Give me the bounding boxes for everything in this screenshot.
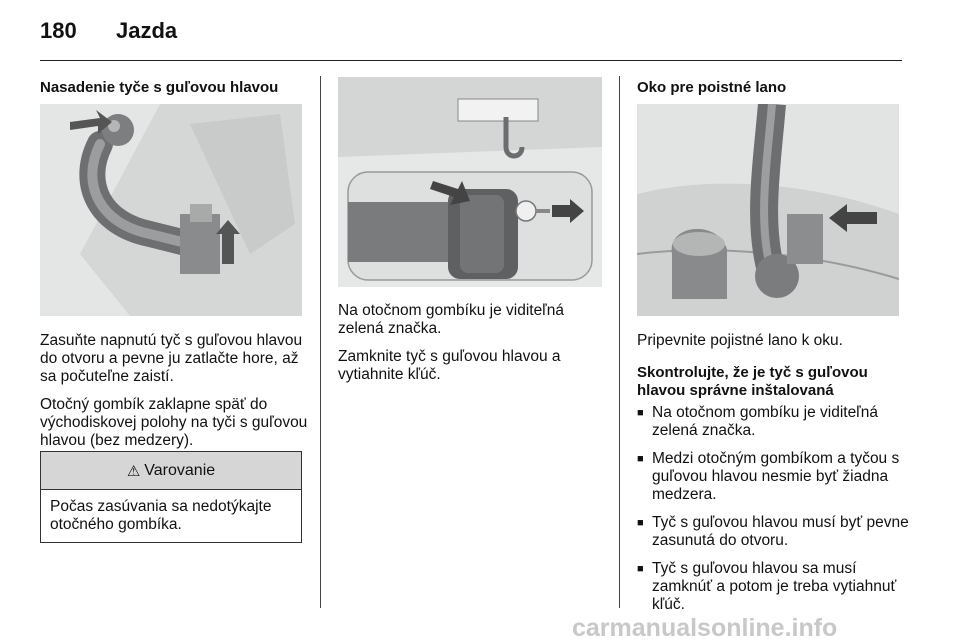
left-heading: Nasadenie tyče s guľovou hlavou bbox=[40, 79, 279, 96]
column-divider-2 bbox=[619, 76, 620, 608]
right-heading: Oko pre poistné lano bbox=[637, 79, 787, 96]
tow-bar-insertion-illustration bbox=[40, 104, 302, 316]
left-text bbox=[40, 332, 308, 460]
right-paragraph-1: Pripevnite pojistné lano k oku. bbox=[637, 332, 843, 349]
list-item: ■ Medzi otočným gombíkom a tyčou s guľovou hlavou nesmie byť žiadna medzera. bbox=[637, 450, 909, 504]
right-heading-block bbox=[637, 79, 902, 97]
warning-triangle-icon: ⚠ bbox=[126, 462, 141, 480]
middle-text bbox=[338, 302, 608, 394]
left-paragraph-1: Zasuňte napnutú tyč s guľovou hlavou do otvoru a pevne ju zatlačte hore, až sa počuteľne zaistí. bbox=[40, 332, 303, 385]
left-paragraph-2: Otočný gombík zaklapne späť do východiskovej polohy na tyči s guľovou hlavou (bez medzery). bbox=[40, 396, 308, 449]
figure-safety-cable-eye bbox=[637, 104, 899, 316]
warning-header bbox=[41, 452, 301, 490]
column-divider-1 bbox=[320, 76, 321, 608]
check-list bbox=[637, 404, 909, 614]
warning-text: Počas zasúvania sa nedotýkajte otočného gombíka. bbox=[50, 498, 272, 533]
page-number: 180 bbox=[40, 18, 77, 43]
header-rule bbox=[40, 60, 902, 61]
list-item: ■ Tyč s guľovou hlavou sa musí zamknúť a potom je treba vytiahnuť kľúč. bbox=[637, 560, 909, 614]
middle-paragraph-2: Zamknite tyč s guľovou hlavou a vytiahnite kľúč. bbox=[338, 348, 561, 383]
right-text bbox=[637, 332, 909, 624]
warning-box bbox=[40, 451, 302, 543]
figure-tow-bar-insertion bbox=[40, 104, 302, 316]
rotary-knob-illustration bbox=[338, 77, 602, 287]
figure-rotary-knob bbox=[338, 77, 602, 287]
left-heading-block bbox=[40, 79, 305, 97]
safety-cable-eye-illustration bbox=[637, 104, 899, 316]
warning-title: Varovanie bbox=[144, 461, 216, 479]
section-title: Jazda bbox=[116, 18, 178, 43]
check-heading: Skontrolujte, že je tyč s guľovou hlavou správne inštalovaná bbox=[637, 364, 868, 399]
list-item: ■ Na otočnom gombíku je viditeľná zelená značka. bbox=[637, 404, 909, 440]
watermark: carmanualsonline.info bbox=[572, 614, 838, 642]
list-item: ■ Tyč s guľovou hlavou musí byť pevne zasunutá do otvoru. bbox=[637, 514, 909, 550]
middle-paragraph-1: Na otočnom gombíku je viditeľná zelená značka. bbox=[338, 302, 564, 337]
